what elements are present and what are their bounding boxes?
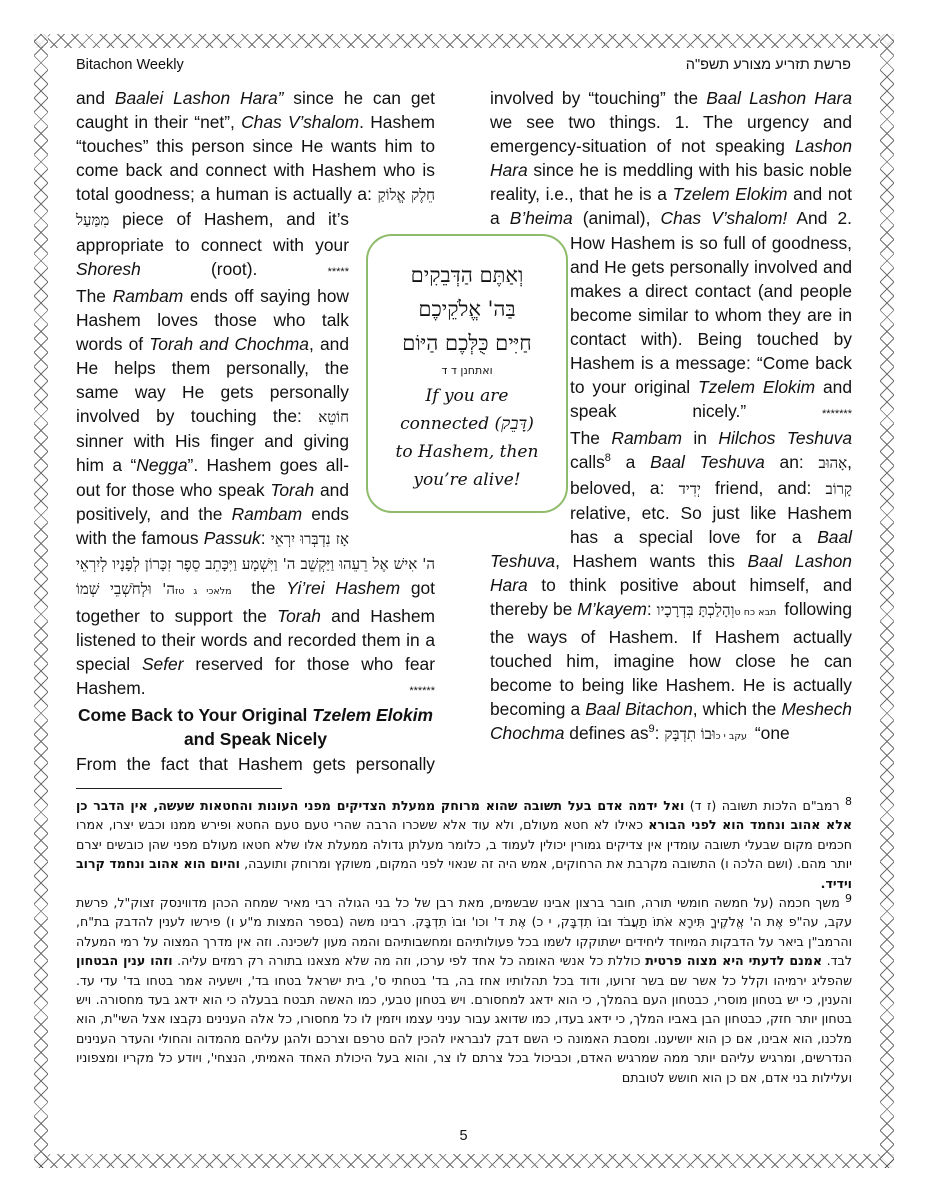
italic-term: Baalei Lashon Hara” xyxy=(114,88,284,108)
text-run: , beloved, a: xyxy=(570,452,853,498)
bold-text: Come Back to Your Original xyxy=(78,705,313,726)
italic-term: Rambam xyxy=(112,285,184,306)
italic-term: Baal Lashon Hara xyxy=(706,88,852,108)
text-run: got together to support the xyxy=(76,577,436,626)
text-run: ”. Hashem goes all-out for those who speak xyxy=(76,455,349,500)
verse-line: וְאַתֶּם הַדְּבֵקִים xyxy=(410,263,524,287)
footnote-marker: 8 xyxy=(604,452,611,465)
source-reference: מלאכי ג טז xyxy=(175,585,241,597)
text-run: The xyxy=(570,428,612,449)
italic-term: Chas V’shalom xyxy=(241,112,360,133)
text-run: following the ways of Hashem. If Hashem actually touched him, imagine how close he can become to being like Hashem. He is actually becoming a xyxy=(490,598,852,720)
text-run: the xyxy=(240,577,287,598)
footnote-marker: 8 xyxy=(845,794,852,808)
hebrew-quote: אָהוּב xyxy=(818,454,848,473)
italic-term: Torah xyxy=(270,479,315,500)
text-run: (animal), xyxy=(572,208,661,229)
callout-translation xyxy=(368,382,566,494)
translation-line: connected (דָּבֵק) xyxy=(400,414,534,434)
text-run: an: xyxy=(764,452,819,473)
italic-term: Yi’rei Hashem xyxy=(286,577,401,598)
source-reference: עקב י כ xyxy=(715,731,751,743)
italic-term: Hilchos Teshuva xyxy=(718,428,852,449)
hebrew-quote: אָז נִדְבְּרוּ יִרְאֵי ה' אִישׁ אֶל רֵעֵהוּ וַיַּקְשֵׁב ה' וַיִּשְׁמָע וַיִּכָּתֵב סֵפֶר זִכָּרוֹן לְפָנָיו לְיִרְאֵי ה' וּלְחֹשְׁבֵי שְׁמוֹ xyxy=(76,529,435,598)
text-run: , which the xyxy=(692,699,782,720)
text-run: : xyxy=(260,527,271,548)
text-run: : xyxy=(646,598,657,619)
text-run: משך חכמה (על חמשה חומשי תורה, חובר ברצון אבינו שבשמים, מאת רבן של כל בני הגולה רבי מאיר שמחה הכהן מדווינסק זצוק"ל, פרשת עקב, עה"פ אֶת ה' אֱלֹקֶיךָ תִּירָא אֹתוֹ תַעֲבֹד וּבוֹ תִדְבָּק, י כ) אֶת ד' וכו' וּבוֹ תִדְבָּק. רבינו משה (בספר המצות מ"ע ו) פירשו לענין להדבק בת"ח, והרמב"ן ביאר על הדבקות המיוחד ליחידים ישתוקקו לשמו בכל פעולותיהם ומחשבותיהם והמה מעון לשכינה. וזה אין מדרך המצוה על רמי המעלה לבד. xyxy=(76,895,852,969)
callout-box xyxy=(366,234,568,513)
text-run: piece of Hashem, and it’s appropriate to connect with your xyxy=(76,209,349,255)
italic-term: Passuk xyxy=(203,527,261,548)
footnotes xyxy=(76,796,852,1087)
text-run: . Hashem “touches” this person since He wants him to come back and connect with Hashem who is total goodness; a human is actually a: xyxy=(76,112,435,205)
italic-term: Baal Teshuva xyxy=(650,452,765,473)
decorative-border-top xyxy=(34,34,894,48)
text-run: : xyxy=(654,723,665,744)
italic-term: Baal Bitachon xyxy=(585,699,693,720)
italic-term: Baal Lashon Hara xyxy=(490,550,852,595)
decorative-border-right xyxy=(880,34,894,1168)
hebrew-quote: קָרוֹב xyxy=(825,479,852,498)
callout-hebrew-verse xyxy=(368,258,566,360)
bold-text: וזהו ענין הבטחון xyxy=(76,953,173,969)
text-run: and speak nicely.” xyxy=(570,377,852,422)
section-break-stars: ***** xyxy=(327,265,349,278)
verse-line: חַיִּים כֻּלְּכֶם הַיּוֹם xyxy=(402,331,532,355)
callout-source: ואתחנן ד ד xyxy=(441,364,493,377)
italic-term: Shoresh xyxy=(76,258,141,279)
italic-term: Torah and Chochma xyxy=(149,333,309,354)
text-run: כאילו לא חטא מעולם, ולא עוד אלא ששכרו הרבה שהרי טעם טעם החטא ופירש ממנו וכבש יצרו, אמרו חכמים מקום שבעלי תשובה עומדין אין צדיקים גמורין יכולין לעמוד ב, כלומר מעלתן גדולה ממעלת אלו שלא חטאו מעולם מפני שהן כובשים יצרם יותר מהם. (ושם הלכה ו) התשובה מקרבת את הרחוקים, אמש היה זה שנאוי לפני המקום, משוקץ ומרוחק ותועבה, xyxy=(76,817,852,872)
source-reference: תבא כח ט xyxy=(734,606,780,618)
decorative-border-bottom xyxy=(34,1154,894,1168)
text-run: relative, etc. So just like Hashem has a special love for a xyxy=(570,502,852,547)
text-run: , Hashem wants this xyxy=(555,550,748,571)
section-break-stars: ******* xyxy=(822,408,852,421)
text-run: sinner with His finger and giving him a “ xyxy=(76,431,349,476)
text-run: friend, and: xyxy=(700,477,826,498)
italic-term: Tzelem Elokim xyxy=(672,184,788,205)
text-run: calls xyxy=(570,452,605,473)
publication-title: Bitachon Weekly xyxy=(76,57,184,73)
italic-term: Rambam xyxy=(231,503,303,524)
verse-line: בַּה' אֱלֹקֵיכֶם xyxy=(418,297,516,321)
decorative-border-left xyxy=(34,34,48,1168)
text-run: and positively, and the xyxy=(76,479,349,524)
text-run: (root). xyxy=(140,258,328,279)
text-run: a xyxy=(610,452,651,473)
bold-text: והיום הוא אהוב ונחמד קרוב וידיד. xyxy=(76,856,852,891)
section-break-stars: ****** xyxy=(409,685,435,698)
italic-term: B’heima xyxy=(509,208,573,229)
section-heading xyxy=(76,703,435,751)
text-run: and not a xyxy=(490,184,852,229)
footnote-separator xyxy=(76,788,282,789)
paragraph xyxy=(76,752,435,776)
text-run: in xyxy=(681,428,719,449)
text-run: and Hashem listened to their words and recorded them in a special xyxy=(76,605,436,675)
italic-term: M’kayem xyxy=(577,598,647,619)
text-run: From the fact that Hashem gets personally xyxy=(76,753,435,774)
hebrew-quote: וְהָלַכְתָּ בִּדְרָכָיו xyxy=(656,600,735,619)
text-run: The xyxy=(76,285,113,306)
parsha-title: פרשת תזריע מצורע תשפ"ה xyxy=(685,57,851,73)
translation-line: you’re alive! xyxy=(413,470,521,490)
italic-term: Sefer xyxy=(141,654,184,675)
footnote-marker: 9 xyxy=(845,891,852,905)
text-run: and xyxy=(76,88,115,108)
text-run: we see two things. 1. The urgency and emergency-situation of not speaking xyxy=(490,112,852,157)
hebrew-quote: חֵלֶק אֱלוֹקַ מִמַּעַל xyxy=(76,186,435,230)
bold-text: אמנם לדעתי היא מצוה פרטית xyxy=(645,953,823,969)
bold-text: and Speak Nicely xyxy=(183,729,328,750)
italic-term: Torah xyxy=(277,605,321,626)
italic-term: Meshech Chochma xyxy=(490,699,852,744)
text-run: כוללת כל אנשי האומה כל אחד לפי ערכו, וזה מה שלא מצאנו בתורה רק רמזים עליה. xyxy=(172,953,646,969)
text-run: involved by “touching” the xyxy=(490,88,707,108)
italic-term: Chas V’shalom! xyxy=(660,208,788,229)
footnote-8 xyxy=(76,796,852,893)
hebrew-quote: יְדִיד xyxy=(678,479,701,498)
italic-term: Negga xyxy=(136,455,188,476)
translation-line: If you are xyxy=(425,386,509,406)
italic-term: Tzelem Elokim xyxy=(698,377,816,398)
page-number: 5 xyxy=(459,1128,468,1144)
footnote-9 xyxy=(76,893,852,1087)
hebrew-quote: חוֹטֵא xyxy=(318,408,349,427)
text-run: ends off saying how Hashem loves those who talk words of xyxy=(76,285,349,354)
hebrew-quote: וּבוֹ תִדְבָּק xyxy=(664,725,716,744)
text-run: since he is meddling with his basic noble reality, i.e., that he is a xyxy=(490,160,852,205)
text-run: רמב"ם הלכות תשובה (ז ד) xyxy=(684,798,845,813)
bold-italic-term: Tzelem Elokim xyxy=(312,705,433,726)
bold-text: ואל ידמה אדם בעל תשובה שהוא מרוחק ממעלת הצדיקים מפני העונות והחטאות שעשה, אין הדבר כן אלא אהוב ונחמד הוא לפני הבורא xyxy=(76,798,852,833)
text-run: And 2. How Hashem is so full of goodness, and He gets personally involved and makes a direct contact (and people become similar to whom they are in contact with). Being touched by Hashem is a message: “Come back to your original xyxy=(570,208,852,398)
text-run: since he can get caught in their “net”, xyxy=(76,88,435,133)
italic-term: Lashon Hara xyxy=(490,136,852,181)
text-run: reserved for those who fear Hashem. xyxy=(76,654,435,699)
text-run: “one xyxy=(750,723,790,744)
italic-term: Baal Teshuva xyxy=(490,526,852,571)
text-run: , and He helps them personally, the same way He gets personally involved by touching the: xyxy=(76,333,349,427)
translation-line: to Hashem, then xyxy=(395,442,539,462)
text-run: defines as xyxy=(564,723,649,744)
italic-term: Rambam xyxy=(611,428,682,449)
footnote-marker: 9 xyxy=(648,723,655,736)
text-run: ends with the famous xyxy=(76,503,349,548)
text-run: שהפליג ירמיהו וקלל כל אשר שם בשר זרועו, ודוד בכל תהלותיו אחז בה, בד' בטחתי ס', בית ישראל בטחו בד', וישעיה אמר בטחו בד' עדי עד. והענין, כי יש בטחון מוסרי, כבטחון העם בהמלך, כי הוא ידאג למחסורם. ויש בטחון טבעי, כמו האשה תבטח בבעלה כי הוא ידאג בעד מחסורה. ויש בטחון יותר חזק, כבטחון הבן באביו המלך, כי ידאג בעדו, כמו שדואג עבור עניני עצמו ויזמין לו כל מחסורו, כל אלה הענינים נקבצו אצל השי"ת, הוא מלכנו, הוא אבינו, אם כן הוא יושיענו. ומסבת האמונה כי השם דבק לנבראיו להכין להם טרפם וצרכם ולהגן עליהם מהמדוה והחולי והעדר הענינים הנדרשים, ומרגיש עליהם יותר ממה שמרגיש האדם, וכביכול בכל צרתם לו צר, והוא בעל היכולת האחד האמיתי, הנצחי', ויודע כל מקריו ומצפוניו ועלילות בני אדם, אם כן הוא חושש לטובתם xyxy=(76,972,852,1085)
text-run: to think positive about himself, and thereby be xyxy=(490,574,852,619)
